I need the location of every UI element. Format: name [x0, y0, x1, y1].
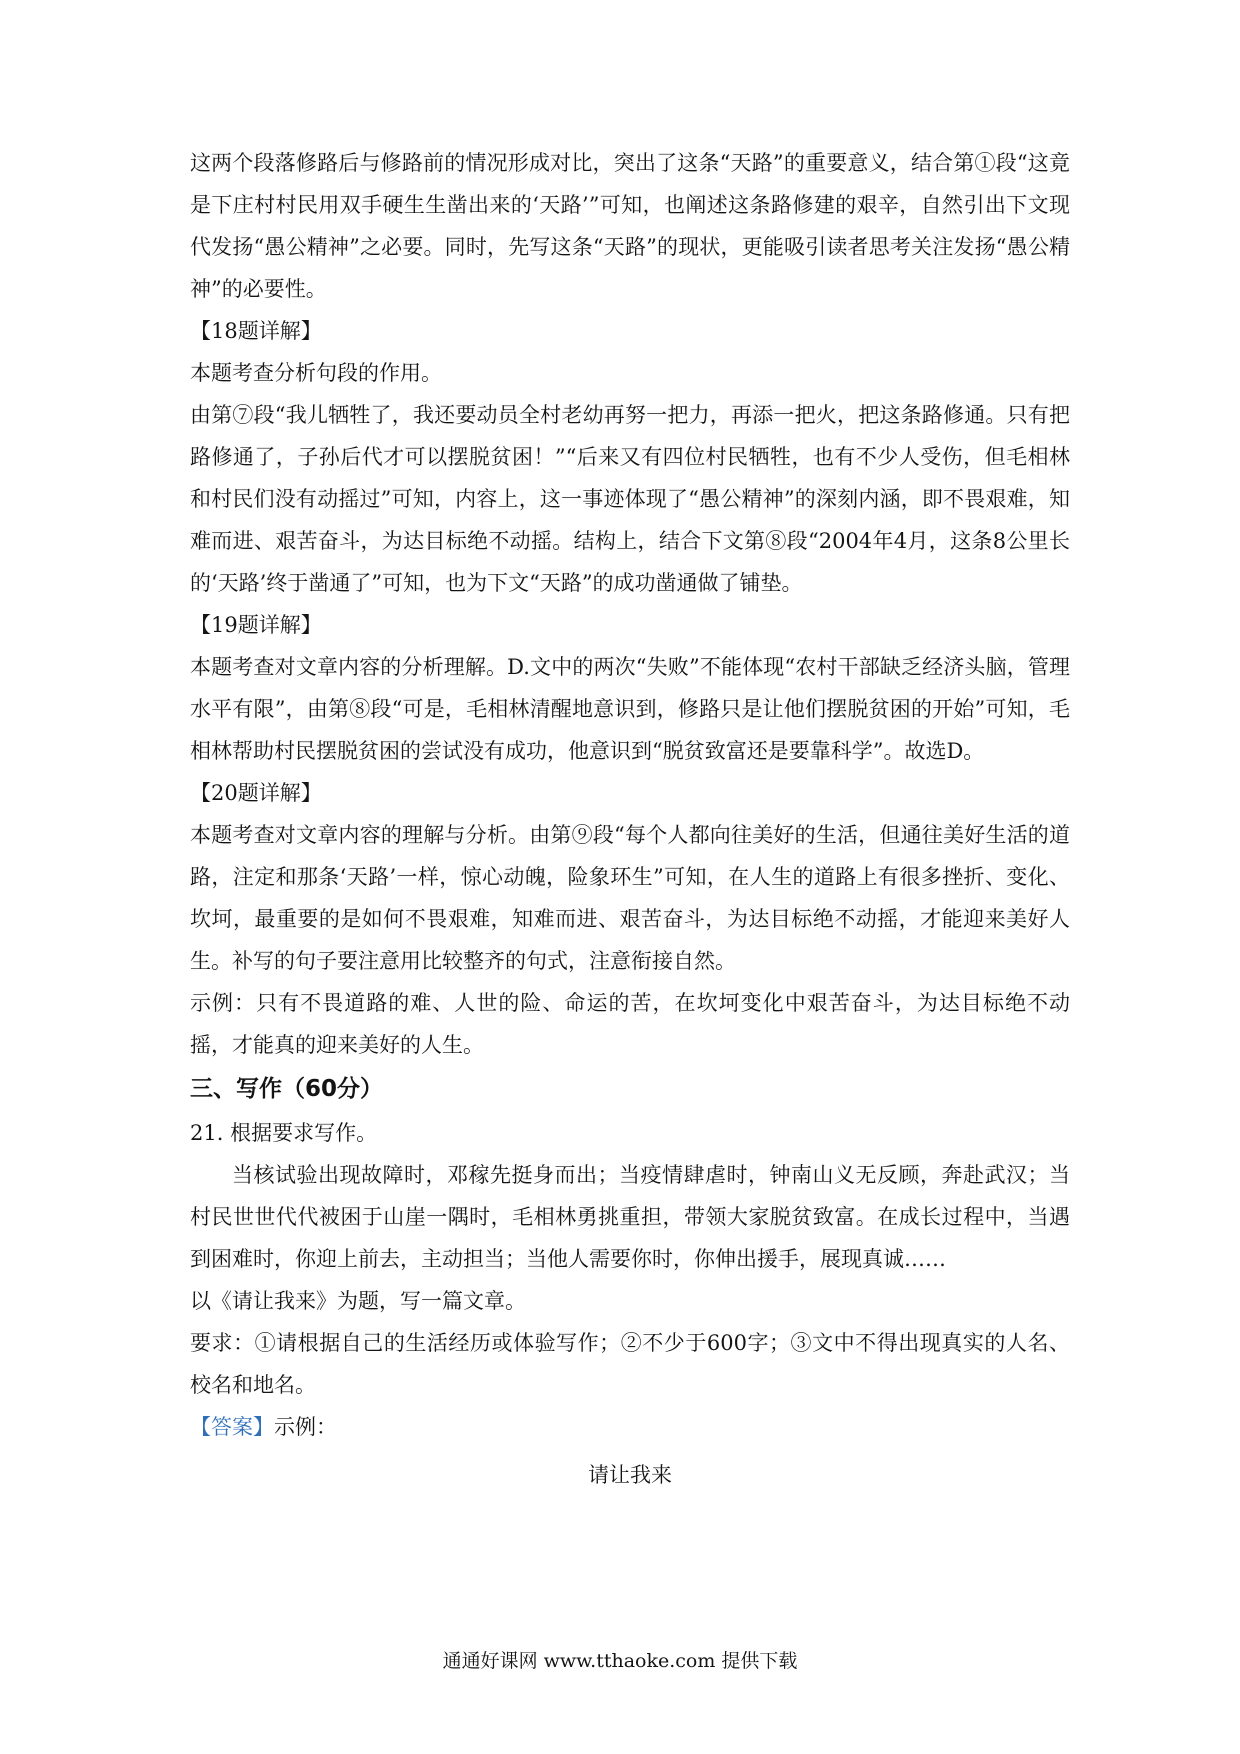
page-footer: 通通好课网 www.tthaoke.com 提供下载 [442, 1650, 798, 1672]
q19-body: 本题考查对文章内容的分析理解。D.文中的两次“失败”不能体现“农村干部缺乏经济头脑，管理水平有限”，由第⑧段“可是，毛相林清醒地意识到，修路只是让他们摆脱贫困的开始”可知，毛相林帮助村民摆脱贫困的尝试没有成功，他意识到“脱贫致富还是要靠科学”。故选D。 [190, 655, 1070, 763]
q21-label: 21. 根据要求写作。 [190, 1121, 378, 1145]
answer-text: 示例： [274, 1415, 337, 1439]
document-body [190, 142, 1070, 1496]
q18-body: 由第⑦段“我儿牺牲了，我还要动员全村老幼再努一把力，再添一把火，把这条路修通。只有把路修通了，子孙后代才可以摆脱贫困！”“后来又有四位村民牺牲，也有不少人受伤，但毛相林和村民们没有动摇过”可知，内容上，这一事迹体现了“愚公精神”的深刻内涵，即不畏艰难，知难而进、艰苦奋斗，为达目标绝不动摇。结构上，结合下文第⑧段“2004年4月，这条8公里长的‘天路’终于凿通了”可知，也为下文“天路”的成功凿通做了铺垫。 [190, 403, 1070, 595]
q21-prompt: 当核试验出现故障时，邓稼先挺身而出；当疫情肆虐时，钟南山义无反顾，奔赴武汉；当村民世世代代被困于山崖一隅时，毛相林勇挑重担，带领大家脱贫致富。在成长过程中，当遇到困难时，你迎上前去，主动担当；当他人需要你时，你伸出援手，展现真诚…… [190, 1163, 1070, 1271]
answer-tag: 【答案】 [190, 1415, 274, 1439]
q21-requirements: 要求：①请根据自己的生活经历或体验写作；②不少于600字；③文中不得出现真实的人名、校名和地名。 [190, 1331, 1070, 1397]
essay-title: 请让我来 [588, 1463, 672, 1487]
q20-label: 【20题详解】 [190, 781, 322, 805]
section-heading-writing: 三、写作（60分） [190, 1076, 384, 1102]
q20-body: 本题考查对文章内容的理解与分析。由第⑨段“每个人都向往美好的生活，但通往美好生活的道路，注定和那条‘天路’一样，惊心动魄，险象环生”可知，在人生的道路上有很多挫折、变化、坎坷，最重要的是如何不畏艰难，知难而进、艰苦奋斗，为达目标绝不动摇，才能迎来美好人生。补写的句子要注意用比较整齐的句式，注意衔接自然。 [190, 823, 1070, 973]
q18-intro: 本题考查分析句段的作用。 [190, 361, 442, 385]
q17-explanation-tail: 这两个段落修路后与修路前的情况形成对比，突出了这条“天路”的重要意义，结合第①段“这竟是下庄村村民用双手硬生生凿出来的‘天路’”可知，也阐述这条路修建的艰辛，自然引出下文现代发扬“愚公精神”之必要。同时，先写这条“天路”的现状，更能吸引读者思考关注发扬“愚公精神”的必要性。 [190, 151, 1070, 301]
q18-label: 【18题详解】 [190, 319, 322, 343]
answer-line [190, 1406, 1070, 1448]
q19-label: 【19题详解】 [190, 613, 322, 637]
q20-example: 示例：只有不畏道路的难、人世的险、命运的苦，在坎坷变化中艰苦奋斗，为达目标绝不动摇，才能真的迎来美好的人生。 [190, 991, 1070, 1057]
q21-task: 以《请让我来》为题，写一篇文章。 [190, 1289, 526, 1313]
